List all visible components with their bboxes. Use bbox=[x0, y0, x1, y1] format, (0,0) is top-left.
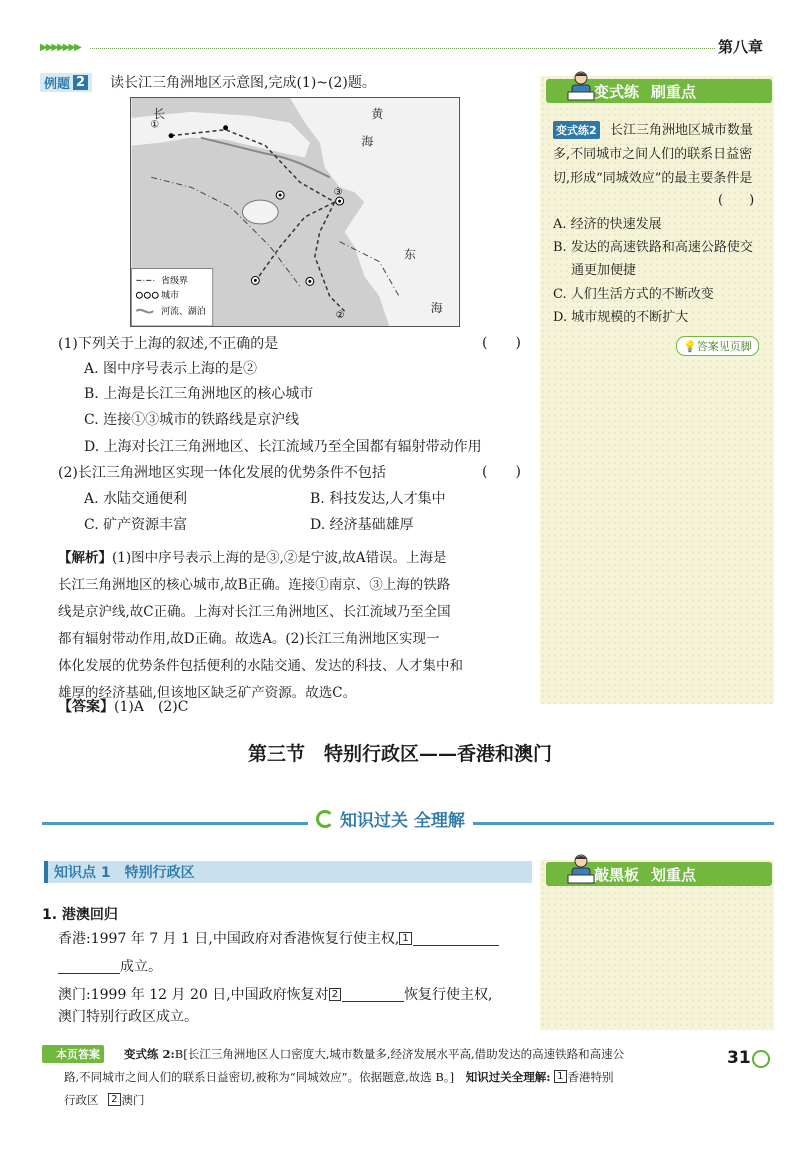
analysis-block bbox=[58, 545, 528, 707]
mo-text-mid: 恢复行使主权, bbox=[404, 987, 493, 1003]
analysis-line: 雄厚的经济基础,但该地区缺乏矿产资源。故选C。 bbox=[58, 685, 357, 701]
hk-line bbox=[58, 928, 499, 950]
blank-2[interactable] bbox=[342, 986, 404, 1002]
student-icon bbox=[566, 70, 596, 102]
map-label-hai1: 海 bbox=[361, 134, 374, 149]
answer-see-footer-link[interactable] bbox=[676, 336, 759, 356]
footer-line-2-label: 知识过关全理解: bbox=[465, 1070, 551, 1084]
knowledge-banner bbox=[308, 806, 473, 831]
yangtze-delta-map bbox=[130, 97, 460, 327]
footer-line-3-text: 行政区 bbox=[64, 1093, 99, 1107]
blank-1-part-a[interactable] bbox=[413, 930, 499, 946]
practice-line: 多,不同城市之间人们的联系日益密 bbox=[553, 147, 753, 162]
board-header-b: 划重点 bbox=[651, 865, 697, 884]
banner-label: 知识过关 全理解 bbox=[340, 811, 465, 831]
footer-box-2: 2 bbox=[108, 1093, 120, 1106]
header-divider bbox=[90, 48, 715, 49]
knowledge-point-title: 特别行政区 bbox=[124, 865, 195, 881]
analysis-line: 体化发展的优势条件包括便利的水陆交通、发达的科技、人才集中和 bbox=[58, 658, 463, 674]
analysis-label: 【解析】 bbox=[58, 550, 112, 566]
board-header-a: 敲黑板 bbox=[594, 865, 640, 884]
practice-tag: 变式练2 bbox=[553, 121, 600, 139]
q2-stem: (2)长江三角洲地区实现一体化发展的优势条件不包括 bbox=[58, 465, 386, 481]
teacher-icon bbox=[566, 853, 596, 885]
q1-option-b: B. 上海是长江三角洲地区的核心城市 bbox=[84, 386, 314, 402]
q1-option-c: C. 连接①③城市的铁路线是京沪线 bbox=[84, 412, 300, 428]
practice-option-a: A. 经济的快速发展 bbox=[553, 217, 662, 232]
practice-header-b: 刷重点 bbox=[651, 82, 697, 101]
page-answers-tag: 本页答案 bbox=[42, 1045, 104, 1063]
q2-option-b: B. 科技发达,人才集中 bbox=[310, 491, 446, 507]
q2-option-d: D. 经济基础雄厚 bbox=[310, 517, 414, 533]
example-prompt: 读长江三角洲地区示意图,完成(1)~(2)题。 bbox=[110, 75, 376, 91]
answer-label: 【答案】 bbox=[58, 699, 114, 715]
footer-line-2 bbox=[64, 1067, 614, 1088]
header-arrows: ▶▶▶▶▶▶▶ bbox=[40, 42, 80, 53]
map-label-hai2: 海 bbox=[430, 301, 443, 316]
q2-paren: ( ) bbox=[482, 464, 521, 480]
footer-line-2-text: 路,不同城市之间人们的联系日益密切,被称为“同城效应”。依据题意,故选 B。] bbox=[64, 1070, 455, 1084]
practice-header-a: 变式练 bbox=[594, 82, 640, 101]
legend-border: 省级界 bbox=[161, 276, 188, 287]
footer-line-3-tail: 澳门 bbox=[121, 1093, 145, 1107]
map-marker-3: ③ bbox=[333, 187, 343, 199]
q2-option-a: A. 水陆交通便利 bbox=[84, 491, 188, 507]
footer-line-1-text: B[长江三角洲地区人口密度大,城市数量多,经济发展水平高,借助发达的高速铁路和高速公 bbox=[174, 1047, 625, 1061]
hk-line-2 bbox=[58, 956, 162, 978]
footer-line-2-tail: 香港特别 bbox=[567, 1070, 614, 1084]
q1-stem: (1)下列关于上海的叙述,不正确的是 bbox=[58, 336, 279, 352]
hk-text: 香港:1997 年 7 月 1 日,中国政府对香港恢复行使主权, bbox=[58, 931, 400, 947]
map-marker-2: ② bbox=[335, 310, 345, 322]
example-tag-number: 2 bbox=[73, 75, 88, 90]
practice-line: 切,形成“同城效应”的最主要条件是 bbox=[553, 171, 753, 186]
hk-text-end: 成立。 bbox=[120, 959, 162, 975]
footer-line-1-label: 变式练 2: bbox=[124, 1047, 175, 1061]
map-label-dong: 东 bbox=[404, 247, 416, 262]
answer-see-footer-label: 答案见页脚 bbox=[696, 340, 752, 353]
practice-option-b-cont: 通更加便捷 bbox=[571, 263, 637, 278]
map-label-chang: 长 bbox=[153, 106, 166, 121]
map-label-huang: 黄 bbox=[371, 106, 384, 121]
q2-option-c: C. 矿产资源丰富 bbox=[84, 517, 188, 533]
blank-1-part-b[interactable] bbox=[58, 958, 120, 974]
blank-number-2: 2 bbox=[329, 988, 341, 1001]
blank-number-1: 1 bbox=[399, 932, 411, 945]
analysis-line: 长江三角洲地区的核心城市,故B正确。连接①南京、③上海的铁路 bbox=[58, 577, 451, 593]
lightbulb-icon: 💡 bbox=[683, 340, 697, 353]
footer-line-3 bbox=[64, 1090, 145, 1111]
mo-text: 澳门:1999 年 12 月 20 日,中国政府恢复对 bbox=[58, 987, 329, 1003]
practice-line: 长江三角洲地区城市数量 bbox=[610, 123, 754, 138]
practice-option-d: D. 城市规模的不断扩大 bbox=[553, 310, 689, 325]
mo-line bbox=[58, 984, 493, 1006]
practice-option-b: B. 发达的高速铁路和高速公路使交 bbox=[553, 240, 753, 255]
analysis-line: 都有辐射带动作用,故D正确。故选A。(2)长江三角洲地区实现一 bbox=[58, 631, 440, 647]
analysis-line: 线是京沪线,故C正确。上海对长江三角洲地区、长江流域乃至全国 bbox=[58, 604, 451, 620]
legend-city: 城市 bbox=[161, 291, 180, 302]
swirl-icon bbox=[316, 810, 334, 828]
chapter-title: 第八章 bbox=[718, 38, 764, 56]
section-title: 第三节 特别行政区——香港和澳门 bbox=[247, 743, 552, 765]
mo-line-2: 澳门特别行政区成立。 bbox=[58, 1009, 198, 1025]
footer-box-1: 1 bbox=[554, 1070, 566, 1083]
analysis-line: (1)图中序号表示上海的是③,②是宁波,故A错误。上海是 bbox=[112, 550, 447, 566]
example-tag-label: 例题 bbox=[44, 77, 71, 92]
answer-value: (1)A (2)C bbox=[114, 699, 189, 715]
answer-line bbox=[58, 696, 188, 716]
q1-option-d: D. 上海对长江三角洲地区、长江流域乃至全国都有辐射带动作用 bbox=[84, 439, 482, 455]
legend-river: 河流、湖泊 bbox=[161, 307, 206, 318]
page-number: 31 bbox=[727, 1048, 751, 1068]
map-marker-1: ① bbox=[150, 119, 160, 131]
practice-paren: ( ) bbox=[718, 193, 755, 208]
knowledge-point-bar bbox=[44, 861, 532, 883]
q1-option-a: A. 图中序号表示上海的是② bbox=[84, 361, 258, 377]
q1-paren: ( ) bbox=[482, 335, 521, 351]
example-tag bbox=[40, 73, 92, 92]
page-leaf-icon bbox=[752, 1050, 770, 1068]
practice-option-c: C. 人们生活方式的不断改变 bbox=[553, 287, 714, 302]
knowledge-point-label: 知识点 1 bbox=[54, 865, 111, 881]
subheading-return: 1. 港澳回归 bbox=[42, 907, 118, 923]
footer-line-1 bbox=[124, 1044, 624, 1065]
